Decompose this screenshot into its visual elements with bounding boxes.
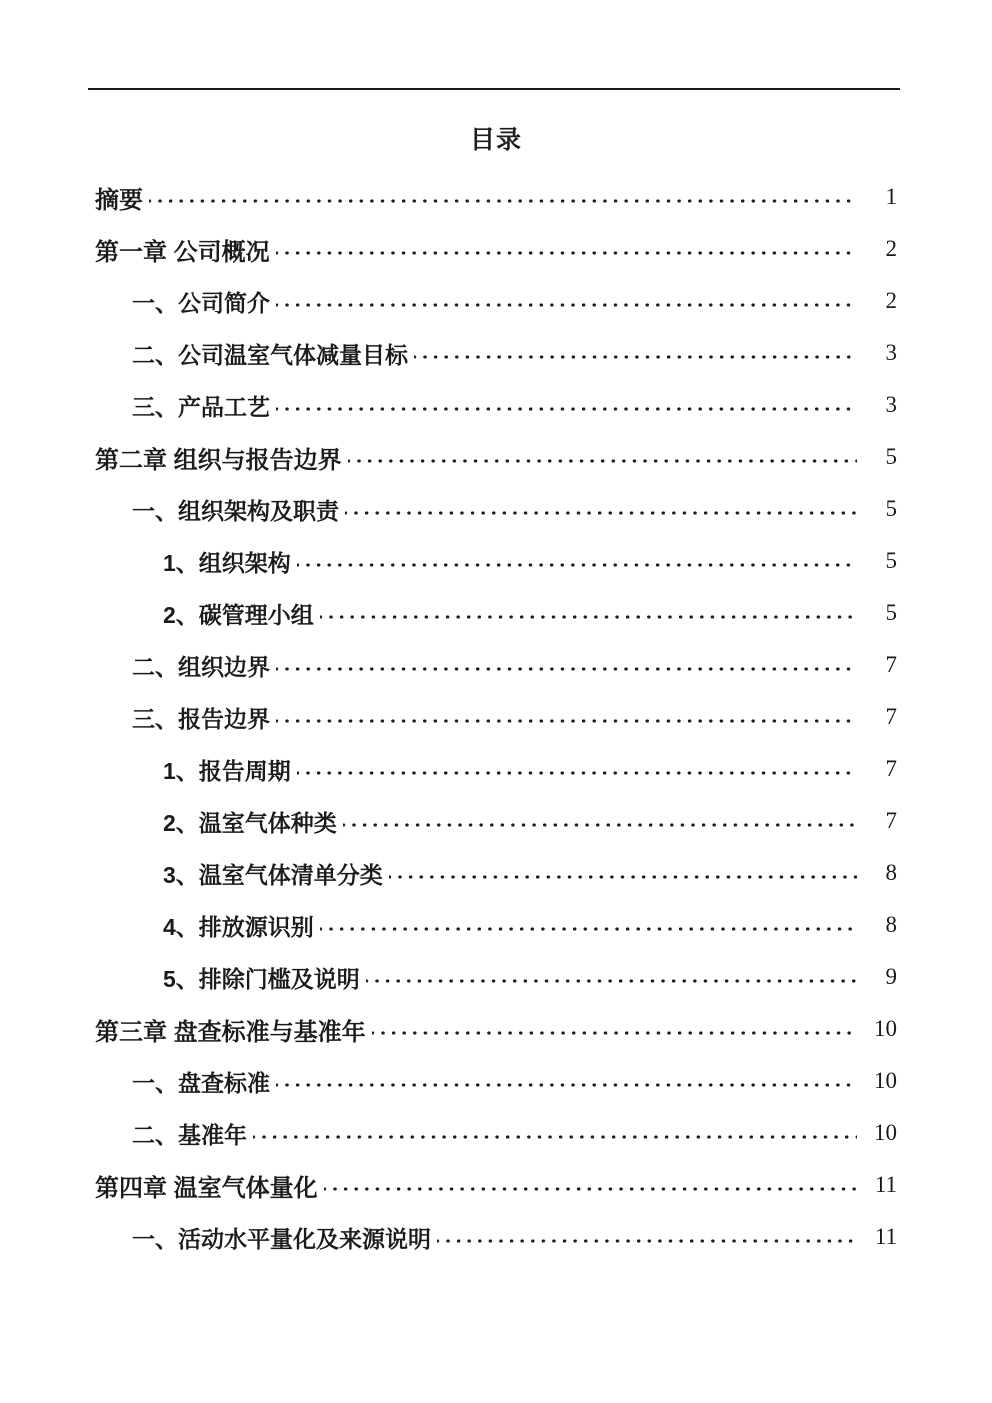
toc-entry[interactable] <box>95 1159 897 1211</box>
toc-entry[interactable] <box>95 275 897 327</box>
dot-leader <box>345 483 857 535</box>
toc-entry-title: 一、组织架构及职责 <box>132 497 339 524</box>
toc-entry-page: 7 <box>885 652 897 677</box>
toc-list <box>95 171 897 1263</box>
toc-entry-page: 11 <box>874 1224 897 1249</box>
toc-entry-page: 7 <box>885 808 897 833</box>
dot-leader <box>343 795 857 847</box>
toc-entry-page: 8 <box>885 912 897 937</box>
dot-leader <box>414 327 857 379</box>
toc-entry[interactable] <box>95 899 897 951</box>
dot-leader <box>320 899 857 951</box>
toc-entry[interactable] <box>95 327 897 379</box>
toc-entry[interactable] <box>95 639 897 691</box>
toc-entry-page: 10 <box>874 1120 897 1145</box>
dot-leader <box>276 1055 857 1107</box>
toc-entry-page: 5 <box>885 496 897 521</box>
toc-entry-page: 1 <box>885 184 897 209</box>
toc-entry-page: 7 <box>885 704 897 729</box>
toc-entry[interactable] <box>95 1003 897 1055</box>
dot-leader <box>276 275 857 327</box>
toc-entry-page: 5 <box>885 444 897 469</box>
dot-leader <box>149 171 857 223</box>
toc-entry-page: 5 <box>885 548 897 573</box>
toc-entry-page: 3 <box>885 340 897 365</box>
dot-leader <box>389 847 857 899</box>
dot-leader <box>324 1159 857 1211</box>
toc-entry[interactable] <box>95 171 897 223</box>
toc-entry-title: 4、排放源识别 <box>163 913 314 940</box>
dot-leader <box>437 1211 857 1263</box>
toc-entry-title: 第二章 组织与报告边界 <box>95 446 342 474</box>
toc-entry-page: 9 <box>885 964 897 989</box>
toc-entry-title: 一、活动水平量化及来源说明 <box>132 1225 431 1252</box>
dot-leader <box>276 639 857 691</box>
toc-entry[interactable] <box>95 795 897 847</box>
toc-entry-title: 第三章 盘查标准与基准年 <box>95 1018 366 1046</box>
toc-entry-page: 3 <box>885 392 897 417</box>
dot-leader <box>297 743 857 795</box>
toc-entry[interactable] <box>95 587 897 639</box>
toc-entry-page: 10 <box>874 1068 897 1093</box>
toc-entry[interactable] <box>95 483 897 535</box>
toc-entry-title: 5、排除门槛及说明 <box>163 965 360 992</box>
toc-entry[interactable] <box>95 379 897 431</box>
toc-entry-page: 8 <box>885 860 897 885</box>
toc-entry[interactable] <box>95 691 897 743</box>
dot-leader <box>348 431 857 483</box>
toc-entry-title: 2、温室气体种类 <box>163 809 337 836</box>
dot-leader <box>366 951 857 1003</box>
toc-entry-title: 三、报告边界 <box>132 705 270 732</box>
toc-entry[interactable] <box>95 1211 897 1263</box>
dot-leader <box>297 535 857 587</box>
toc-entry[interactable] <box>95 1107 897 1159</box>
toc-entry-title: 1、组织架构 <box>163 549 291 576</box>
toc-entry[interactable] <box>95 847 897 899</box>
toc-entry-page: 10 <box>874 1016 897 1041</box>
toc-entry-page: 11 <box>874 1172 897 1197</box>
toc-entry-title: 1、报告周期 <box>163 757 291 784</box>
toc-entry-title: 三、产品工艺 <box>132 393 270 420</box>
toc-entry-title: 一、公司简介 <box>132 289 270 316</box>
toc-entry[interactable] <box>95 535 897 587</box>
toc-entry[interactable] <box>95 431 897 483</box>
toc-entry-title: 二、基准年 <box>132 1121 247 1148</box>
dot-leader <box>253 1107 857 1159</box>
toc-entry-title: 第一章 公司概况 <box>95 238 270 266</box>
toc-entry[interactable] <box>95 951 897 1003</box>
toc-entry[interactable] <box>95 743 897 795</box>
dot-leader <box>276 223 857 275</box>
toc-entry-page: 2 <box>885 288 897 313</box>
toc-entry[interactable] <box>95 1055 897 1107</box>
toc-entry-page: 7 <box>885 756 897 781</box>
toc-entry-page: 5 <box>885 600 897 625</box>
page-title: 目录 <box>469 126 522 154</box>
dot-leader <box>276 379 857 431</box>
toc-entry-title: 摘要 <box>95 186 143 214</box>
toc-entry-title: 一、盘查标准 <box>132 1069 270 1096</box>
toc-entry-title: 二、组织边界 <box>132 653 270 680</box>
dot-leader <box>320 587 857 639</box>
toc-entry-title: 2、碳管理小组 <box>163 601 314 628</box>
header-rule <box>88 88 900 90</box>
toc-entry-page: 2 <box>885 236 897 261</box>
toc-entry-title: 第四章 温室气体量化 <box>95 1174 318 1202</box>
toc-entry-title: 二、公司温室气体减量目标 <box>132 341 408 368</box>
toc-entry[interactable] <box>95 223 897 275</box>
toc-entry-title: 3、温室气体清单分类 <box>163 861 383 888</box>
dot-leader <box>372 1003 857 1055</box>
dot-leader <box>276 691 857 743</box>
